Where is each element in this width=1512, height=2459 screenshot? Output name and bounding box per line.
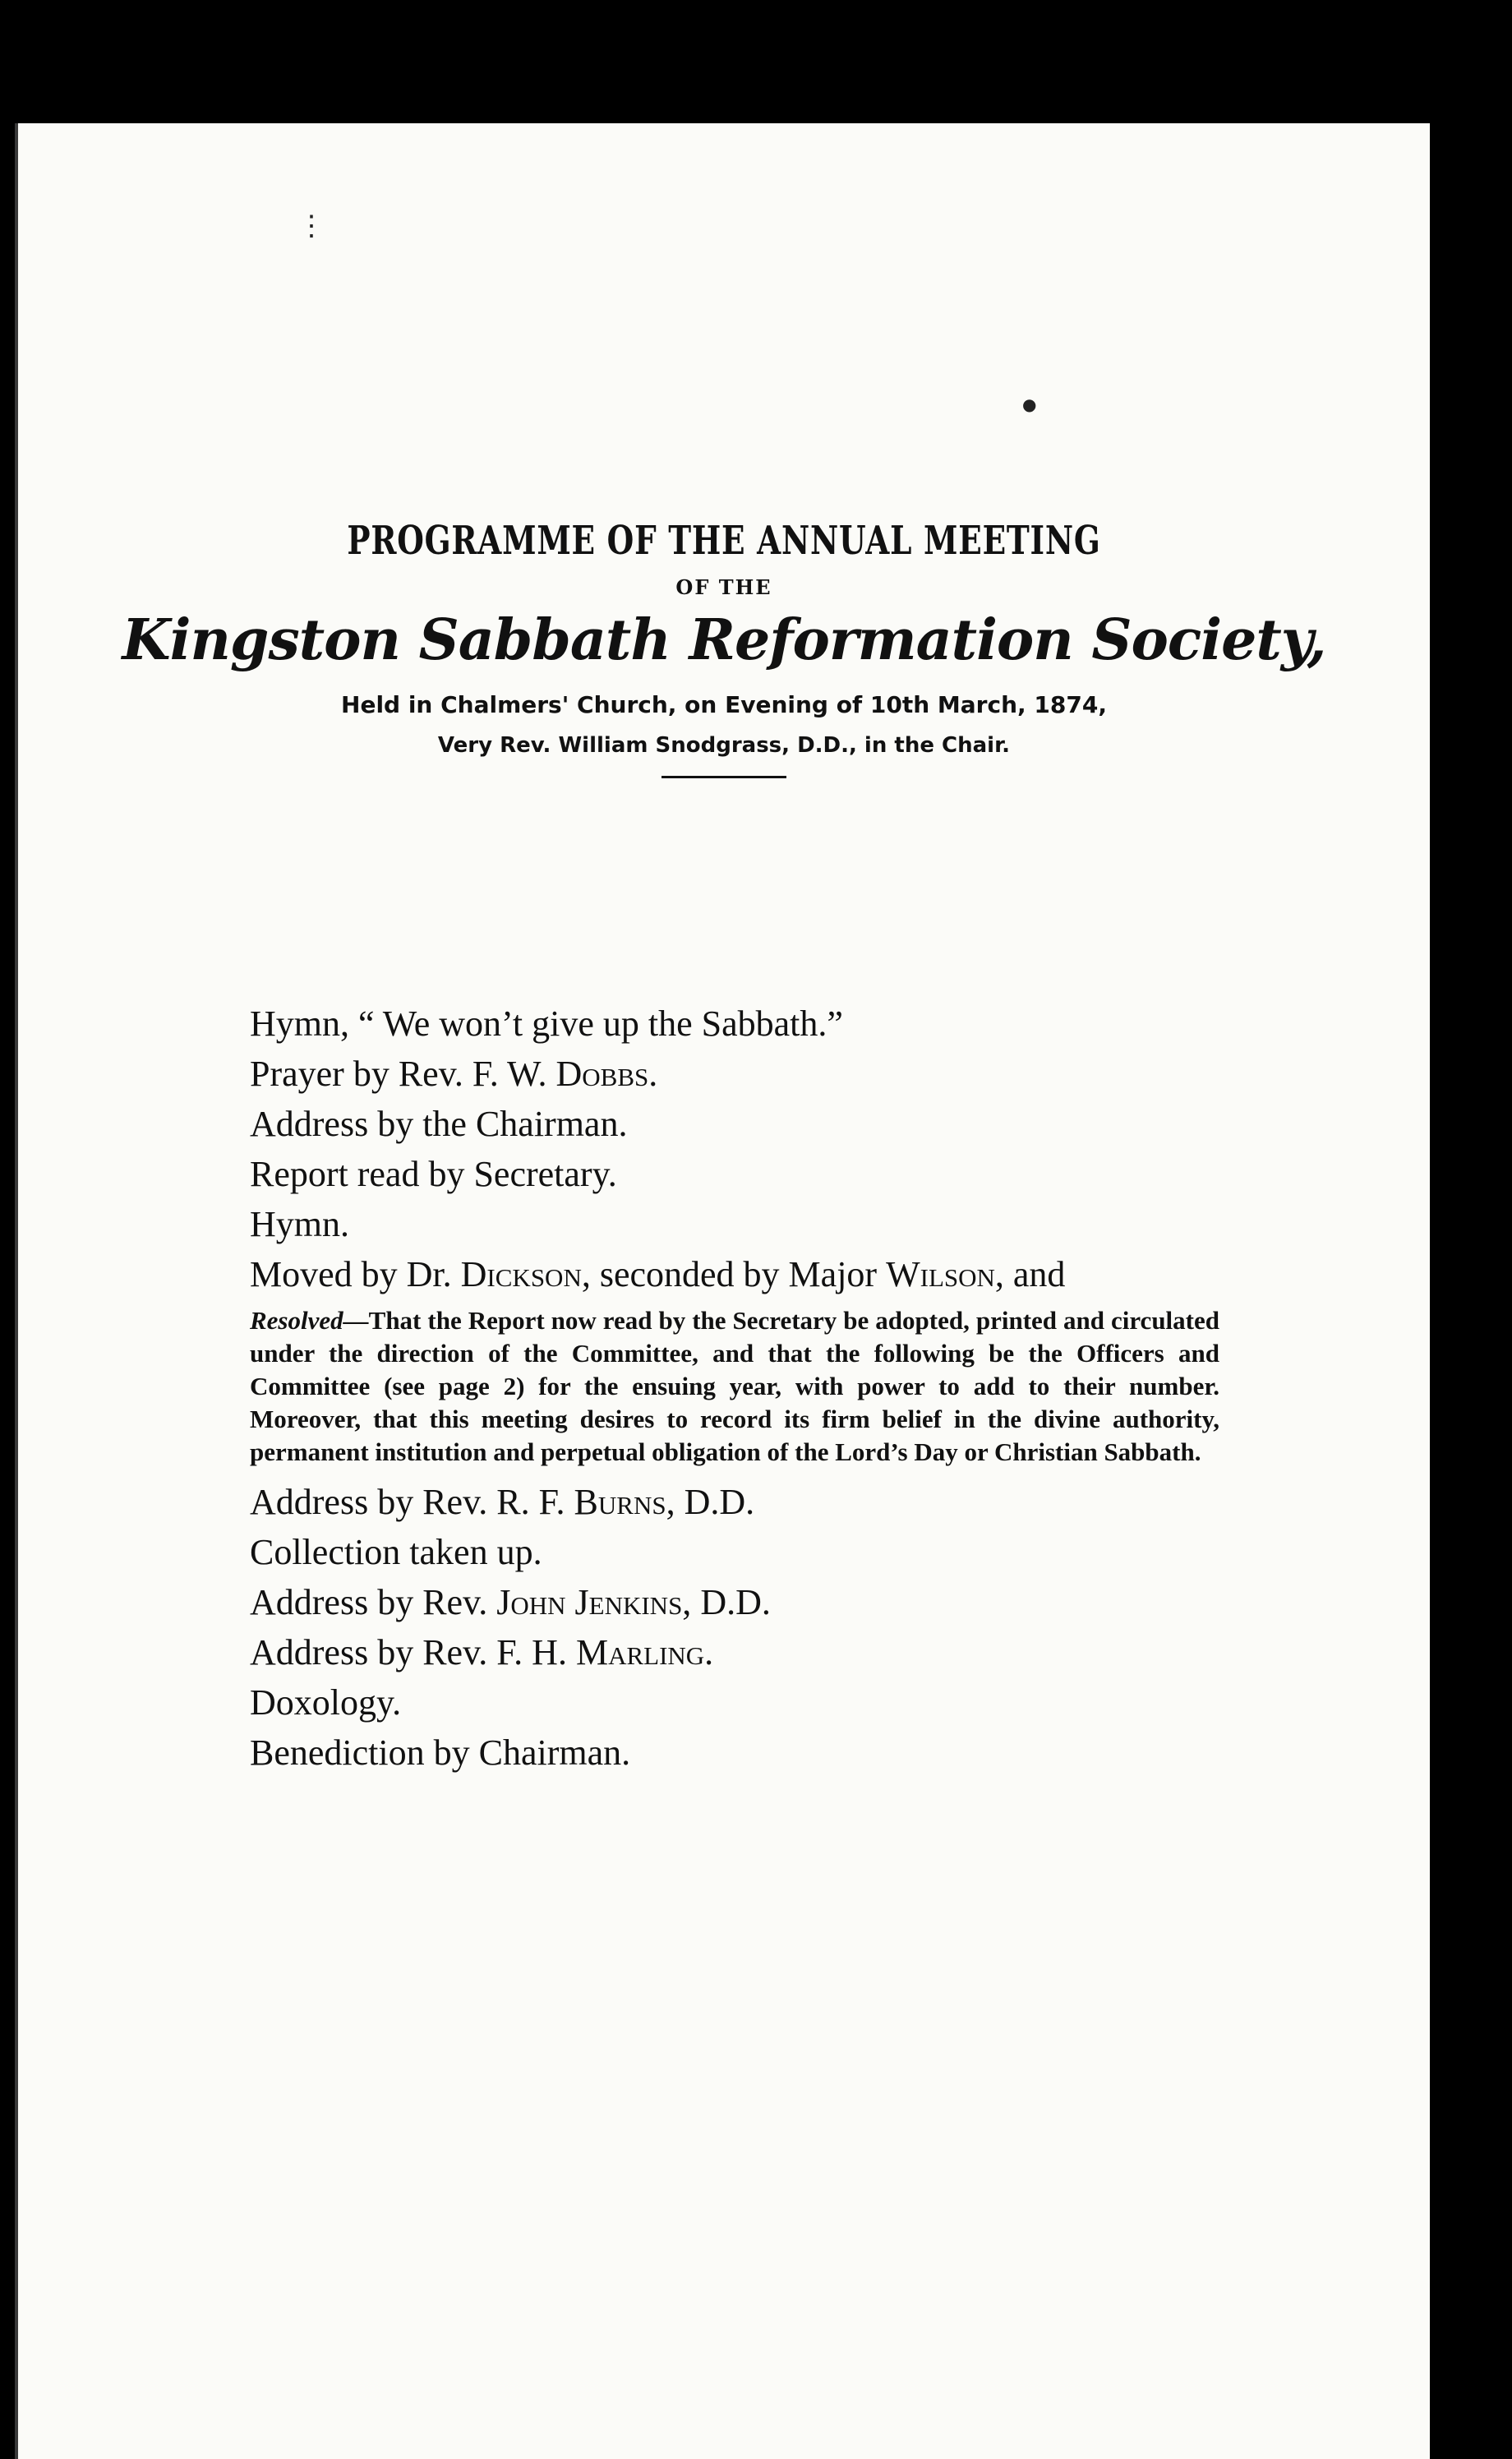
title-block	[18, 518, 1430, 778]
programme-item-motion: Moved by Dr. Dickson, seconded by Major Wilson, and	[250, 1254, 1066, 1294]
programme-item-collection: Collection taken up.	[250, 1532, 542, 1572]
programme-item-prayer: Prayer by Rev. F. W. Dobbs.	[250, 1054, 658, 1094]
title-divider	[662, 776, 786, 778]
page-dot-mark: ●	[1022, 394, 1037, 414]
programme-item-chairman-address: Address by the Chairman.	[250, 1104, 628, 1144]
programme-heading: PROGRAMME OF THE ANNUAL MEETING	[347, 518, 1101, 564]
resolution-paragraph: Resolved—That the Report now read by the Secretary be adopted, printed and circulated under the direction of the Committee, and that the following be the Officers and Committee (see page 2) for the ensuing year, with power to add to their number. Moreover, that this meeting desires to record its firm belief in the divine authority, permanent institution and perpetual obligation of the Lord’s Day or Christian Sabbath.	[250, 1306, 1219, 1466]
society-name: Kingston Sabbath Reformation Society,	[122, 607, 1326, 673]
programme-item-doxology: Doxology.	[250, 1682, 402, 1723]
programme-item-burns-address: Address by Rev. R. F. Burns, D.D.	[250, 1482, 755, 1522]
programme-item-hymn-2: Hymn.	[250, 1204, 349, 1244]
meeting-venue-line: Held in Chalmers' Church, on Evening of 10th March, 1874,	[341, 691, 1107, 718]
page-speck-mark: ⋮	[297, 210, 325, 242]
programme-item-marling-address: Address by Rev. F. H. Marling.	[250, 1632, 714, 1672]
chair-line: Very Rev. William Snodgrass, D.D., in the Chair.	[437, 733, 1011, 758]
programme-list	[250, 999, 1302, 1778]
of-the-line: OF THE	[675, 575, 772, 599]
programme-item-jenkins-address: Address by Rev. John Jenkins, D.D.	[250, 1582, 771, 1622]
programme-item-report: Report read by Secretary.	[250, 1154, 617, 1194]
programme-item-benediction: Benediction by Chairman.	[250, 1732, 631, 1773]
programme-item-hymn: Hymn, “ We won’t give up the Sabbath.”	[250, 1003, 843, 1044]
document-page	[15, 123, 1430, 2459]
